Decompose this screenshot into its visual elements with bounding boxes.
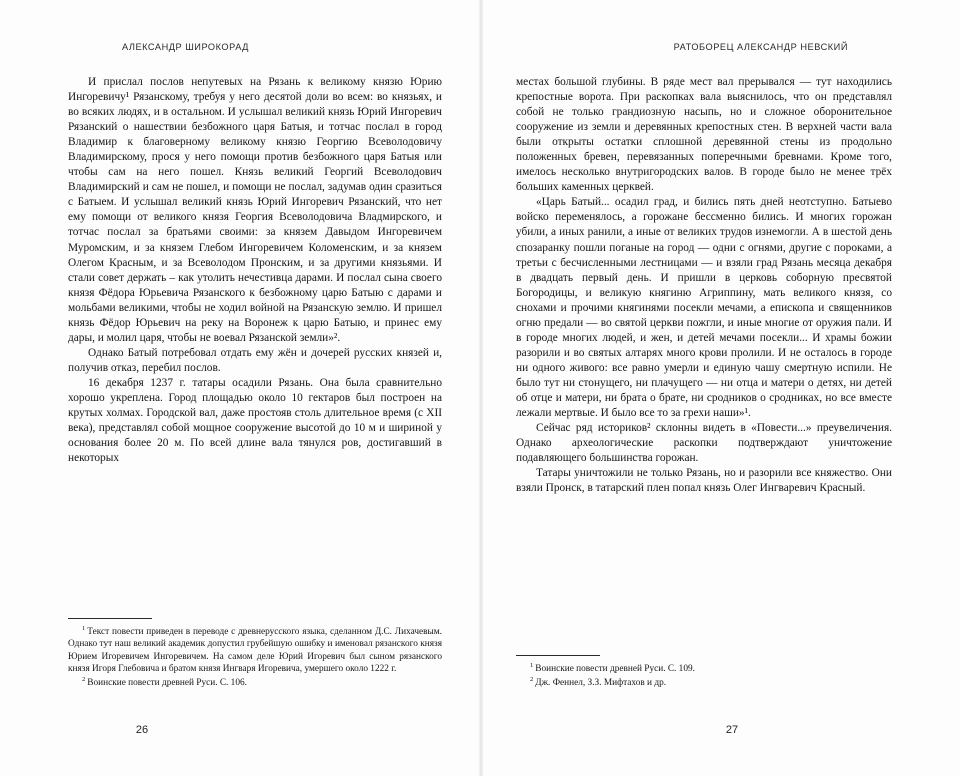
paragraph: И прислал послов непутевых на Рязань к великому князю Юрию Ингоревичу¹ Рязанскому, требуя у него десятой доли во всем: во князьях, и во всяких людях, и в остальном. И услышал великий князь Юрий Ингоревич Рязанский о нашествии безбожного царя Батыя, и тотчас послал в город Владимир к благоверному великому князю Георгию Всеволодовичу Владимирскому, прося у него помощи против безбожного царя Батыя или чтобы сам на него пошел. Князь великий Георгий Всеволодович Владимирский и сам не пошел, и помощи не послал, задумав один сразиться с Батыем. И услышал великий князь Юрий Ингоревич Рязанский, что нет ему помощи от великого князя Георгия Всеволодовича Владмирского, и тотчас послал за братьями своими: за князем Давыдом Ингоревичем Муромским, и за князем Глебом Ингоревичем Коломенским, и за князем Олегом Красным, и за Всеволодом Пронским, и за другими князьями. И стали совет держать – как утолить нечестивца дарами. И послал сына своего князя Фёдора Юрьевича Рязанского к безбожному царю Батыю с дарами и мольбами великими, чтобы не ходил войной на Рязанскую землю. И пришел князь Фёдор Юрьевич на реку на Воронеж к царю Батыю, и принес ему дары, и молил царя, чтобы не воевал Рязанской земли»².: [68, 76, 442, 344]
paragraph: местах большой глубины. В ряде мест вал прерывался — тут находились крепостные ворота. При раскопках вала выяснилось, что он представлял собой не только грандиозную насыпь, но и сложное оборонительное сооружение из земли и деревянных крепостных стен. В верхней части вала были открыты остатки сплошной деревянной стены из продольно положенных бревен, перевязанных поперечными бревнами. Кроме того, имелось несколько внутригородских валов. В городе было не менее трёх больших каменных церквей.: [516, 76, 892, 194]
left-footnotes: [68, 618, 442, 690]
paragraph: 16 декабря 1237 г. татары осадили Рязань. Она была сравнительно хорошо укреплена. Город площадью около 10 гектаров был построен на крутых холмах. Городской вал, даже простояв столь длительное время (с XII века), представлял собой мощное сооружение высотой до 10 м и шириной у основания более 20 м. По всей длине вала тянулся ров, достигавший в некоторых: [68, 376, 442, 465]
paragraph: Однако Батый потребовал отдать ему жён и дочерей русских князей и, получив отказ, перебил послов.: [68, 346, 442, 374]
paragraph: «Царь Батый... осадил град, и бились пять дней неотступно. Батыево войско переменялось, а горожане бессменно бились. И многих горожан убили, а иных ранили, а иные от великих трудов изнемогли. А в шестой день спозаранку пошли поганые на город — одни с огнями, другие с пороками, а третьи с бесчисленными лестницами — и взяли град Рязань месяца декабря в двадцать первый день. И пришли в церковь соборную пресвятой Богородицы, и великую княгиню Агриппину, мать великого князя, со снохами и прочими княгинями посекли мечами, а епископа и священников огню предали — во святой церкви пожгли, и иные многие от оружия пали. И в городе многих людей, и жен, и детей мечами посекли... И храмы божии разорили и во святых алтарях много крови пролили. И не осталось в городе ни одного живого: все равно умерли и единую чашу смертную испили. Не было тут ни стонущего, ни плачущего — ни отца и матери о детях, ни детей об отце и матери, ни брата о брате, ни сродников о сродниках, но все вместе лежали мертвые. И было все то за грехи наши»¹.: [516, 196, 892, 420]
right-footnotes: [516, 655, 892, 690]
footnote-text: Воинские повести древней Руси. С. 106.: [87, 677, 247, 688]
footnote-item: [68, 626, 442, 676]
paragraph: Татары уничтожили не только Рязань, но и разорили все княжество. Они взяли Пронск, в татарский плен попал князь Олег Ингваревич Красный.: [516, 467, 892, 495]
footnote-text: Дж. Феннел, З.З. Мифтахов и др.: [535, 677, 667, 688]
right-body-text: [516, 75, 892, 496]
footnote-marker: 2: [530, 675, 534, 683]
right-page-text-block: [516, 42, 892, 496]
left-body-text: [68, 75, 442, 466]
footnote-text: Текст повести приведен в переводе с древнерусского языка, сделанном Д.С. Лихачевым. Однако тут наш великий академик допустил грубейшую ошибку и именовал рязанского князя Юрием Игоревичем Ингоревичем. На самом деле Юрий Игоревич был сыном рязанского князя Игоря Глебовича и братом князя Ингваря Игоревича, умершего около 1222 г.: [68, 626, 442, 675]
footnote-item: [516, 677, 892, 689]
footnote-marker: 1: [82, 624, 86, 632]
footnote-marker: 1: [530, 662, 534, 670]
footnote-item: [68, 677, 442, 689]
footnote-text: Воинские повести древней Руси. С. 109.: [535, 664, 695, 675]
right-running-head: РАТОБОРЕЦ АЛЕКСАНДР НЕВСКИЙ: [673, 42, 848, 52]
footnote-marker: 2: [82, 675, 86, 683]
left-page-text-block: [68, 42, 442, 466]
left-page-number: 26: [135, 724, 149, 736]
footnote-separator-rule: [516, 655, 600, 656]
right-page: [480, 0, 960, 776]
right-page-number: 27: [725, 724, 739, 736]
left-running-head: АЛЕКСАНДР ШИРОКОРАД: [122, 42, 249, 52]
footnote-item: [516, 663, 892, 675]
paragraph: Сейчас ряд историков² склонны видеть в «Повести...» преувеличения. Однако археологические раскопки подтверждают уничтожение подавляющего большинства горожан.: [516, 422, 892, 465]
footnote-separator-rule: [68, 618, 152, 619]
